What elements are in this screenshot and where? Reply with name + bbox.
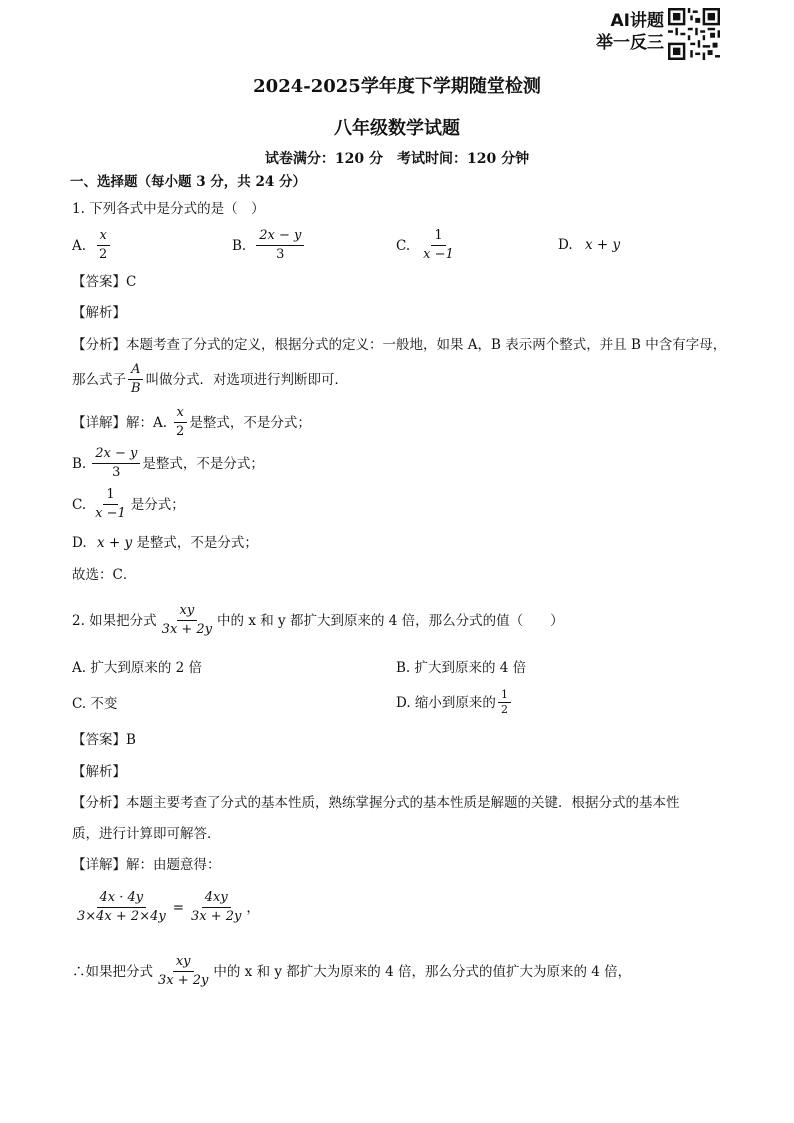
q2-option-d[interactable] xyxy=(396,689,513,716)
fraction-denominator: 3x + 2y xyxy=(191,909,242,924)
ai-badge-line1: AI讲题 xyxy=(610,11,664,31)
fraction-denominator: B xyxy=(131,381,141,396)
detail-tag: 【详解】 xyxy=(72,857,126,873)
fraction-numerator: A xyxy=(128,362,143,380)
detail-d-post: 是整式，不是分式； xyxy=(136,535,258,551)
fraction-denominator: 2 xyxy=(99,247,108,262)
fraction-numerator: 2x − y xyxy=(256,228,304,246)
q1-option-a-letter: A. xyxy=(72,237,87,254)
q1-option-a-fraction xyxy=(96,228,110,263)
q1-detail-a xyxy=(72,405,311,440)
q2-option-b[interactable]: B. 扩大到原来的 4 倍 xyxy=(396,660,527,676)
exam-title: 2024-2025学年度下学期随堂检测 xyxy=(253,76,541,97)
qr-code-icon[interactable] xyxy=(668,8,720,64)
detail-d-expression: x + y xyxy=(96,535,133,551)
fraction-numerator: 1 xyxy=(498,689,511,703)
q2-analysis-tag: 【解析】 xyxy=(72,764,126,780)
exam-meta: 试卷满分：120 分 考试时间：120 分钟 xyxy=(264,151,530,167)
fenxi-text-post: 叫做分式．对选项进行判断即可． xyxy=(145,371,349,388)
conclusion-fraction xyxy=(155,954,211,989)
q1-option-c-letter: C. xyxy=(396,237,411,254)
q1-option-c-fraction xyxy=(420,228,457,263)
q1-option-c[interactable] xyxy=(396,228,459,263)
fraction-denominator: 2 xyxy=(176,424,185,439)
ai-badge xyxy=(572,10,664,54)
q1-option-d[interactable] xyxy=(558,236,620,254)
q1-option-d-expression: x + y xyxy=(584,237,621,253)
fraction-denominator: 3×4x + 2×4y xyxy=(77,909,166,924)
equation-lhs-fraction xyxy=(74,890,169,925)
detail-c-pre: C. xyxy=(72,496,87,513)
answer-value: C xyxy=(126,274,137,290)
q2-fenxi-line1 xyxy=(72,794,680,812)
fraction-denominator: 3x + 2y xyxy=(161,622,213,637)
q1-option-a[interactable] xyxy=(72,228,112,263)
q1-analysis-tag: 【解析】 xyxy=(72,305,126,321)
q1-answer xyxy=(72,273,136,291)
q2-stem xyxy=(72,603,564,638)
equation-tail: ， xyxy=(246,899,260,916)
answer-tag: 【答案】 xyxy=(72,274,126,290)
detail-b-pre: B. xyxy=(72,455,87,472)
fraction-numerator: 1 xyxy=(431,228,445,246)
fraction-numerator: x xyxy=(97,228,110,246)
ai-badge-line2: 举一反三 xyxy=(596,33,664,53)
fenxi-tag: 【分析】 xyxy=(72,795,126,811)
detail-c-fraction xyxy=(92,487,129,522)
fraction-denominator: x −1 xyxy=(95,506,126,521)
q2-option-d-fraction xyxy=(498,689,511,716)
detail-d-pre: D. xyxy=(72,535,87,551)
fraction-numerator: 4xy xyxy=(202,890,231,908)
q2-equation xyxy=(72,890,260,925)
fraction-numerator: 1 xyxy=(103,487,117,505)
answer-tag: 【答案】 xyxy=(72,732,126,748)
fenxi-text: 本题考查了分式的定义，根据分式的定义：一般地，如果 A，B 表示两个整式，并且 B 中含有字母， xyxy=(126,337,727,353)
conclusion-post: 中的 x 和 y 都扩大为原来的 4 倍，那么分式的值扩大为原来的 4 倍， xyxy=(213,963,632,980)
fraction-denominator: 3 xyxy=(276,247,285,262)
q2-option-c[interactable]: C. 不变 xyxy=(72,696,118,712)
fenxi-text-pre: 那么式子 xyxy=(72,371,126,388)
detail-a-post: 是整式，不是分式； xyxy=(189,414,311,431)
q1-option-d-letter: D. xyxy=(558,237,573,253)
detail-intro-text: 解：由题意得： xyxy=(126,857,221,873)
fraction-denominator: 3 xyxy=(112,465,121,480)
fraction-numerator: 2x − y xyxy=(92,446,140,464)
fraction-numerator: 4x · 4y xyxy=(97,890,147,908)
q1-choose: 故选：C． xyxy=(72,567,137,583)
q2-detail-intro xyxy=(72,856,221,874)
detail-b-fraction xyxy=(92,446,140,481)
q1-detail-b xyxy=(72,446,264,481)
fraction-denominator: 3x + 2y xyxy=(158,973,209,988)
q2-stem-pre: 2. 如果把分式 xyxy=(72,612,157,629)
section-heading: 一、选择题（每小题 3 分，共 24 分） xyxy=(70,174,306,190)
equation-equals: = xyxy=(172,899,185,916)
q1-fenxi-line1 xyxy=(72,336,726,354)
fraction-denominator: x −1 xyxy=(423,247,454,262)
fenxi-fraction xyxy=(128,362,144,397)
q1-detail-d xyxy=(72,534,258,552)
q1-option-b-fraction xyxy=(256,228,304,263)
fenxi-tag: 【分析】 xyxy=(72,337,126,353)
q1-fenxi-line2 xyxy=(72,362,348,397)
fraction-numerator: xy xyxy=(177,603,198,621)
q1-option-b-letter: B. xyxy=(232,237,247,254)
detail-a-pre: 解：A. xyxy=(126,414,168,431)
detail-b-post: 是整式，不是分式； xyxy=(142,455,264,472)
detail-c-post: 是分式； xyxy=(130,496,185,513)
q2-stem-fraction xyxy=(159,603,215,638)
answer-value: B xyxy=(126,732,136,748)
q2-fenxi-line2: 质，进行计算即可解答． xyxy=(72,826,221,842)
q2-conclusion xyxy=(72,954,631,989)
fraction-denominator: 2 xyxy=(500,703,508,716)
q1-stem: 1. 下列各式中是分式的是（ ） xyxy=(72,201,265,217)
fraction-numerator: xy xyxy=(173,954,194,972)
q2-answer xyxy=(72,731,136,749)
fraction-numerator: x xyxy=(174,405,187,423)
q2-option-d-text: D. 缩小到原来的 xyxy=(396,694,496,711)
conclusion-pre: ∴如果把分式 xyxy=(72,963,153,980)
q1-detail-c xyxy=(72,487,185,522)
equation-rhs-fraction xyxy=(188,890,244,925)
exam-subtitle: 八年级数学试题 xyxy=(334,118,460,139)
q2-stem-post: 中的 x 和 y 都扩大到原来的 4 倍，那么分式的值（ ） xyxy=(217,612,564,629)
q1-option-b[interactable] xyxy=(232,228,306,263)
q2-option-a[interactable]: A. 扩大到原来的 2 倍 xyxy=(72,660,203,676)
detail-a-fraction xyxy=(173,405,187,440)
fenxi-text: 本题主要考查了分式的基本性质，熟练掌握分式的基本性质是解题的关键．根据分式的基本性 xyxy=(126,795,680,811)
detail-tag: 【详解】 xyxy=(72,414,126,431)
